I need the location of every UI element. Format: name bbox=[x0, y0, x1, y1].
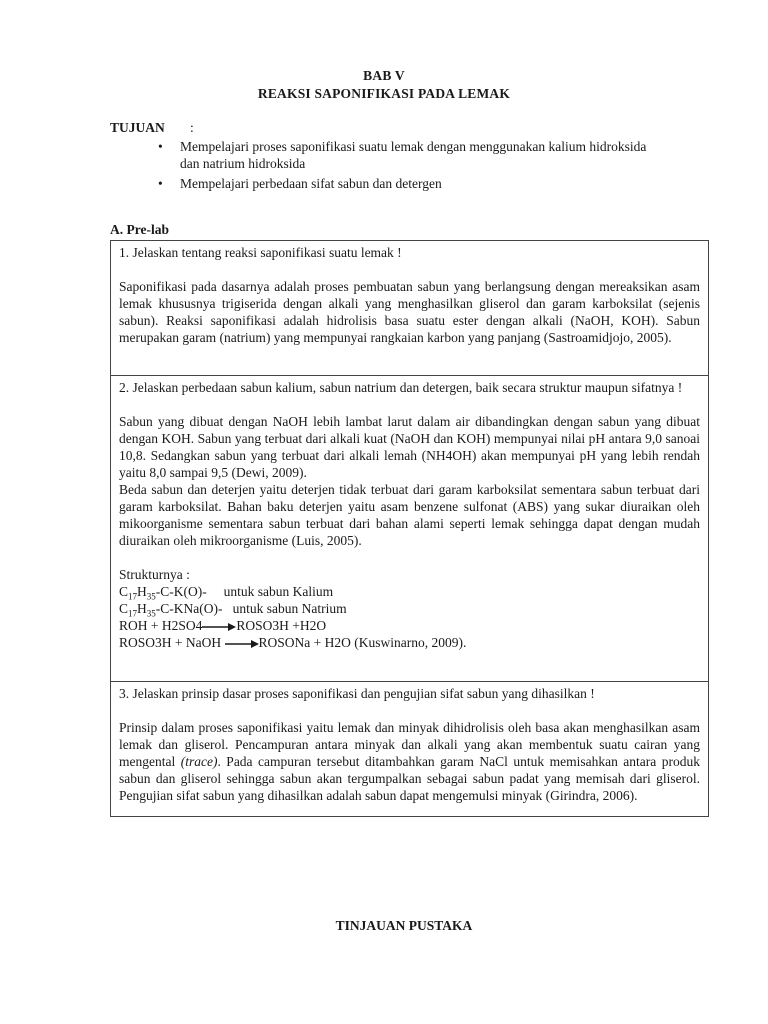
prelab-cell-1 bbox=[111, 241, 708, 376]
question-1: 1. Jelaskan tentang reaksi saponifikasi suatu lemak ! bbox=[119, 245, 402, 260]
struktur-label: Strukturnya : bbox=[119, 567, 190, 582]
bullet-icon: • bbox=[158, 139, 163, 154]
tujuan-heading bbox=[110, 120, 194, 136]
tujuan-label: TUJUAN bbox=[110, 120, 165, 135]
formula-natrium: $C_{17}H_{35}-C-KNa(O)-$ untuk sabun Natrium bbox=[119, 601, 347, 619]
reaction-1: ROH + H2SO4 ROSO3H +H2O bbox=[119, 618, 327, 633]
question-3: 3. Jelaskan prinsip dasar proses saponifikasi dan pengujian sifat sabun yang dihasilkan ! bbox=[119, 686, 595, 701]
tujuan-item-text: Mempelajari perbedaan sifat sabun dan detergen bbox=[180, 176, 442, 191]
chapter-title: REAKSI SAPONIFIKASI PADA LEMAK bbox=[257, 86, 511, 101]
tinjauan-pustaka-heading: TINJAUAN PUSTAKA bbox=[335, 918, 473, 933]
answer-1: Saponifikasi pada dasarnya adalah proses pembuatan sabun yang berlangsung dengan mereaksikan asam lemak khususnya trigiserida dengan alkali yang menghasilkan gliserol dan garam karboksilat (sejenis sabun). Reaksi saponifikasi adalah hidrolisis basa suatu ester dengan alkali (NaOH, KOH). Sabun merupakan garam (natrium) yang mempunyai rangkaian karbon yang panjang (Sastroamidjojo, 2005). bbox=[119, 279, 700, 345]
prelab-cell-3 bbox=[111, 682, 708, 816]
arrow-icon bbox=[225, 639, 259, 649]
answer-3: Prinsip dalam proses saponifikasi yaitu lemak dan minyak dihidrolisis oleh basa akan menghasilkan asam lemak dan gliserol. Pencampuran antara minyak dan alkali yang akan membentuk suatu cairan yang mengental (trace). Pada campuran tersebut ditambahkan garam NaCl untuk memisahkan antara produk sabun dan gliserol sehingga sabun akan tergumpalkan sebagai sabun padat yang memisah dari gliserol. Pengujian sifat sabun yang dihasilkan adalah sabun dapat mengemulsi minyak (Girindra, 2006). bbox=[119, 720, 700, 803]
reaction-2: ROSO3H + NaOH ROSONa + H2O (Kuswinarno, 2009). bbox=[119, 635, 467, 650]
prelab-table bbox=[110, 240, 709, 817]
question-2: 2. Jelaskan perbedaan sabun kalium, sabun natrium dan detergen, baik secara struktur maupun sifatnya ! bbox=[119, 380, 683, 395]
prelab-cell-2 bbox=[111, 376, 708, 682]
tujuan-item-text: Mempelajari proses saponifikasi suatu lemak dengan menggunakan kalium hidroksida dan natrium hidroksida bbox=[180, 139, 647, 171]
arrow-icon bbox=[202, 622, 236, 632]
answer-2-paragraph-1: Sabun yang dibuat dengan NaOH lebih lambat larut dalam air dibandingkan dengan sabun yang dibuat dengan KOH. Sabun yang terbuat dari alkali kuat (NaOH dan KOH) mempunyai nilai pH antara 9,0 sanoai 10,8. Sedangkan sabun yang terbuat dari alkali lemah (NH4OH) akan mempunyai pH yang lebih rendah yaitu 8,0 sampai 9,5 (Dewi, 2009). bbox=[119, 414, 700, 480]
tujuan-colon: : bbox=[190, 120, 194, 135]
answer-2-paragraph-2: Beda sabun dan deterjen yaitu deterjen tidak terbuat dari garam karboksilat sementara sabun terbuat dari garam karboksilat. Bahan baku deterjen yaitu asam benzene sulfonat (ABS) yang sukar diuraikan oleh mikoorganisme sementara sabun terbuat dari bahan alami seperti lemak sehingga dapat dengan mudah diuraikan oleh mikroorganisme (Luis, 2005). bbox=[119, 482, 700, 548]
prelab-heading: A. Pre-lab bbox=[110, 222, 169, 237]
chapter-heading: BAB V bbox=[363, 68, 405, 83]
formula-kalium: $C_{17}H_{35}-C-K(O)-$ untuk sabun Kalium bbox=[119, 584, 334, 602]
bullet-icon: • bbox=[158, 176, 163, 191]
